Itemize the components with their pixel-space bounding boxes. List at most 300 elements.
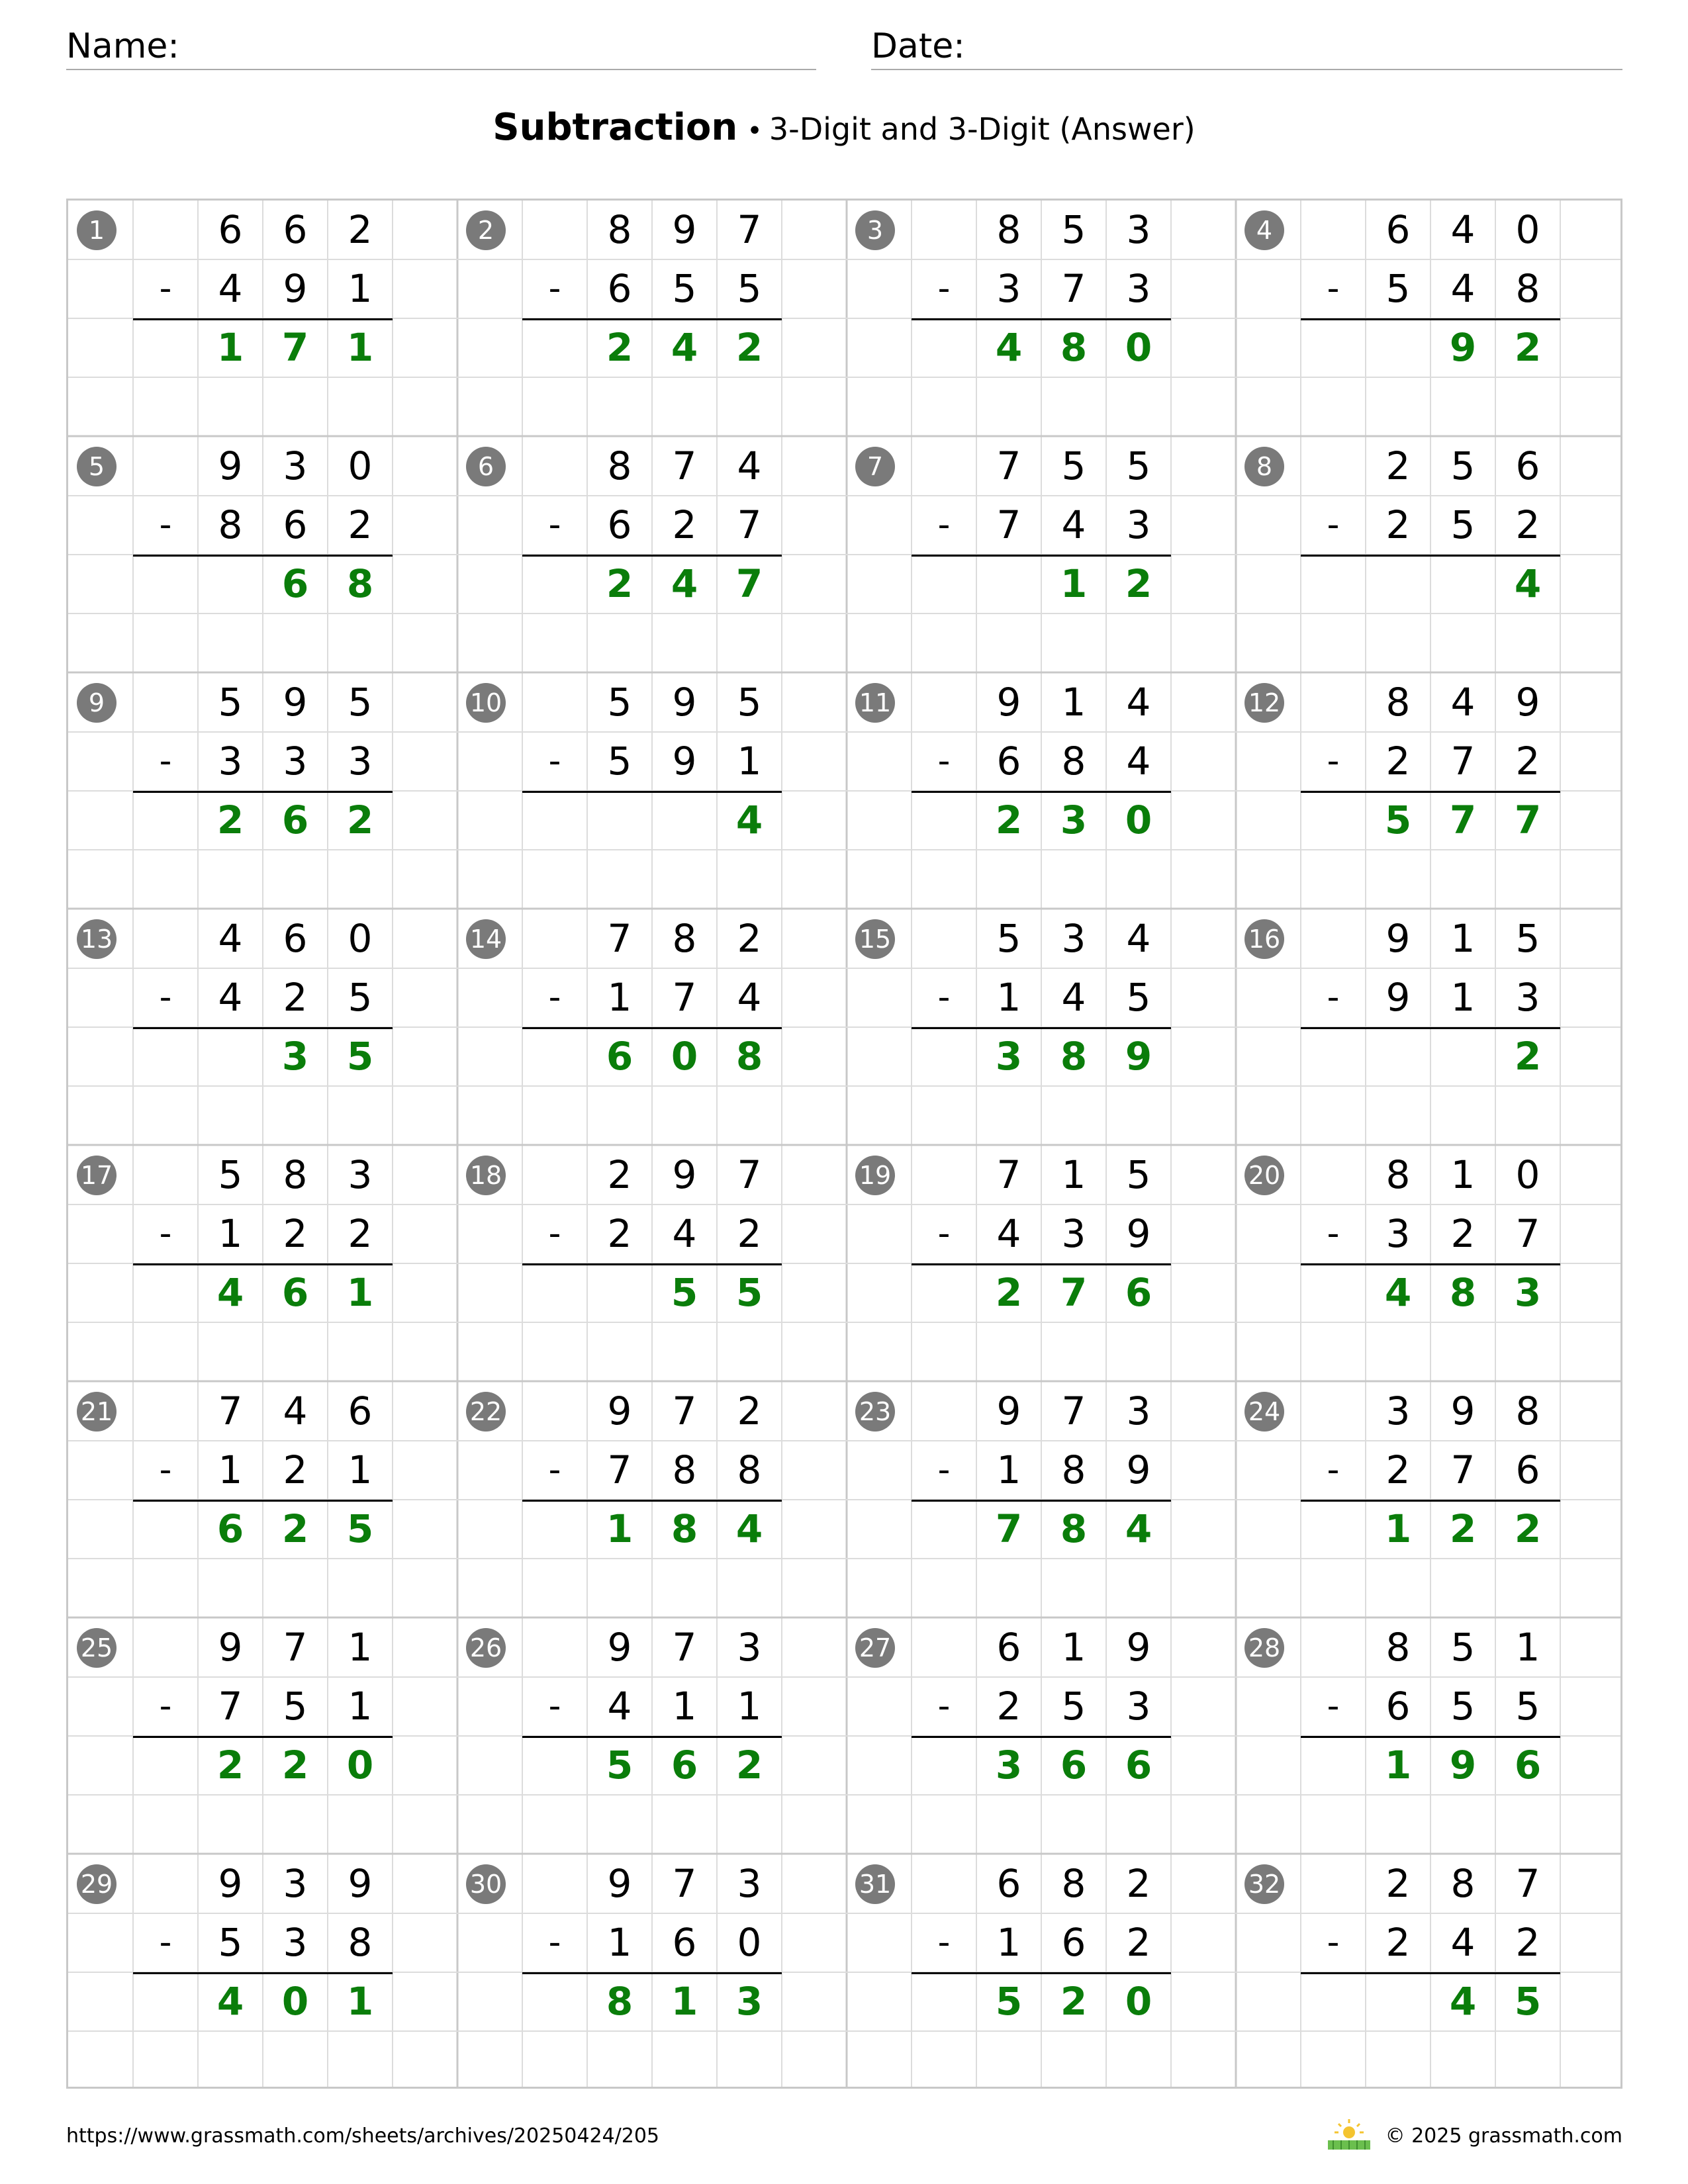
minuend-digit: 5 [1515, 916, 1540, 961]
subtrahend-digit: 2 [1385, 1447, 1411, 1492]
problem-number-badge: 11 [855, 683, 895, 723]
minus-sign: - [548, 1686, 561, 1726]
answer-digit: 5 [606, 1743, 633, 1788]
answer-digit: 8 [606, 1979, 633, 2024]
answer-digit: 8 [346, 561, 374, 606]
minus-sign: - [159, 1450, 172, 1490]
problem-number-badge: 25 [77, 1628, 117, 1668]
answer-digit: 3 [281, 1034, 309, 1079]
answer-digit: 4 [216, 1979, 244, 2024]
answer-digit: 2 [1514, 1506, 1542, 1551]
answer-digit: 3 [1060, 797, 1088, 842]
problem-number-badge: 14 [466, 919, 506, 959]
answer-digit: 9 [1449, 1743, 1477, 1788]
minuend-digit: 2 [737, 916, 762, 961]
subtrahend-digit: 8 [1061, 739, 1086, 784]
problem-number-badge: 2 [466, 210, 506, 250]
subtrahend-digit: 3 [283, 1920, 308, 1965]
problem-6 [457, 437, 847, 673]
subtrahend-digit: 2 [348, 502, 373, 547]
minuend-digit: 8 [1385, 680, 1411, 725]
subtrahend-digit: 2 [1126, 1920, 1151, 1965]
minuend-digit: 9 [1385, 916, 1411, 961]
minuend-digit: 9 [218, 1861, 243, 1906]
minuend-digit: 3 [348, 1152, 373, 1197]
answer-digit: 2 [995, 1270, 1023, 1315]
answer-digit [198, 1027, 263, 1086]
answer-digit: 6 [1125, 1270, 1152, 1315]
minuend-digit: 8 [996, 207, 1021, 252]
answer-digit: 7 [1060, 1270, 1088, 1315]
minuend-digit: 6 [996, 1861, 1021, 1906]
title-separator: • [747, 116, 763, 146]
answer-digit: 2 [346, 797, 374, 842]
answer-digit: 6 [1514, 1743, 1542, 1788]
minus-sign: - [548, 1450, 561, 1490]
minuend-digit: 9 [348, 1861, 373, 1906]
subtrahend-digit: 5 [218, 1920, 243, 1965]
minuend-digit: 0 [348, 916, 373, 961]
answer-digit: 4 [1514, 561, 1542, 606]
minuend-digit: 5 [607, 680, 632, 725]
answer-digit: 8 [1060, 1034, 1088, 1079]
problem-12 [1236, 673, 1625, 909]
minus-sign: - [548, 978, 561, 1017]
problem-30 [457, 1854, 847, 2091]
minuend-digit: 6 [218, 207, 243, 252]
minus-sign: - [937, 1450, 951, 1490]
problem-number-badge: 5 [77, 447, 117, 486]
problem-2 [457, 201, 847, 437]
problem-1 [68, 201, 457, 437]
problem-32 [1236, 1854, 1625, 2091]
problem-22 [457, 1382, 847, 1618]
minuend-digit: 5 [1126, 443, 1151, 488]
problem-7 [847, 437, 1236, 673]
subtrahend-digit: 1 [996, 1920, 1021, 1965]
minuend-digit: 6 [283, 207, 308, 252]
minuend-digit: 6 [1385, 207, 1411, 252]
problem-16 [1236, 909, 1625, 1146]
problem-13 [68, 909, 457, 1146]
answer-digit: 2 [1060, 1979, 1088, 2024]
minus-sign: - [937, 1923, 951, 1962]
answer-digit: 2 [1514, 325, 1542, 370]
footer-url[interactable]: https://www.grassmath.com/sheets/archives/20250424/205 [66, 2124, 660, 2148]
problem-28 [1236, 1618, 1625, 1854]
minus-sign: - [937, 269, 951, 308]
minuend-digit: 2 [1126, 1861, 1151, 1906]
subtrahend-digit: 2 [1515, 1920, 1540, 1965]
subtrahend-digit: 4 [672, 1211, 697, 1256]
minuend-digit: 8 [672, 916, 697, 961]
answer-digit: 4 [1125, 1506, 1152, 1551]
minuend-digit: 7 [672, 443, 697, 488]
problem-number-badge: 12 [1244, 683, 1284, 723]
minuend-digit: 6 [996, 1625, 1021, 1670]
minuend-digit: 7 [672, 1861, 697, 1906]
problem-number-badge: 32 [1244, 1864, 1284, 1904]
problem-number-badge: 4 [1244, 210, 1284, 250]
minus-sign: - [548, 269, 561, 308]
answer-digit [1366, 1027, 1430, 1086]
answer-digit: 4 [1449, 1979, 1477, 2024]
name-field[interactable] [66, 19, 816, 70]
problem-number-badge: 27 [855, 1628, 895, 1668]
subtrahend-digit: 6 [672, 1920, 697, 1965]
subtrahend-digit: 7 [737, 502, 762, 547]
subtrahend-digit: 4 [218, 975, 243, 1020]
subtrahend-digit: 8 [1515, 266, 1540, 311]
answer-digit: 8 [671, 1506, 698, 1551]
answer-digit: 6 [216, 1506, 244, 1551]
minuend-digit: 4 [218, 916, 243, 961]
minus-sign: - [548, 741, 561, 781]
problem-21 [68, 1382, 457, 1618]
problem-grid [66, 199, 1622, 2089]
subtrahend-digit: 8 [737, 1447, 762, 1492]
answer-digit: 3 [735, 1979, 763, 2024]
minuend-digit: 1 [1450, 1152, 1476, 1197]
answer-digit: 2 [606, 325, 633, 370]
answer-digit: 6 [606, 1034, 633, 1079]
subtrahend-digit: 2 [607, 1211, 632, 1256]
subtrahend-digit: 6 [1061, 1920, 1086, 1965]
answer-digit: 9 [1449, 325, 1477, 370]
minus-sign: - [1327, 1450, 1340, 1490]
answer-digit: 0 [281, 1979, 309, 2024]
minus-sign: - [937, 978, 951, 1017]
subtrahend-digit: 8 [1061, 1447, 1086, 1492]
problem-9 [68, 673, 457, 909]
minuend-digit: 5 [1450, 1625, 1476, 1670]
subtrahend-digit: 1 [348, 266, 373, 311]
problem-number-badge: 20 [1244, 1156, 1284, 1195]
minuend-digit: 1 [1061, 680, 1086, 725]
answer-digit: 2 [216, 797, 244, 842]
answer-digit: 2 [216, 1743, 244, 1788]
answer-digit: 8 [1449, 1270, 1477, 1315]
minuend-digit: 3 [1126, 207, 1151, 252]
answer-digit: 2 [1449, 1506, 1477, 1551]
minuend-digit: 7 [1061, 1388, 1086, 1433]
minuend-digit: 8 [1385, 1625, 1411, 1670]
subtrahend-digit: 5 [1450, 1684, 1476, 1729]
subtrahend-digit: 4 [607, 1684, 632, 1729]
minuend-digit: 9 [996, 680, 1021, 725]
minuend-digit: 4 [1126, 916, 1151, 961]
problem-number-badge: 9 [77, 683, 117, 723]
date-label: Date: [871, 26, 965, 66]
subtrahend-digit: 6 [607, 502, 632, 547]
minuend-digit: 4 [283, 1388, 308, 1433]
subtrahend-digit: 7 [1450, 1447, 1476, 1492]
problem-number-badge: 24 [1244, 1392, 1284, 1432]
worksheet-title [0, 106, 1688, 149]
minuend-digit: 1 [348, 1625, 373, 1670]
subtrahend-digit: 9 [283, 266, 308, 311]
problem-number-badge: 18 [466, 1156, 506, 1195]
answer-digit: 4 [671, 325, 698, 370]
answer-digit [587, 1263, 652, 1322]
problem-20 [1236, 1146, 1625, 1382]
subtrahend-digit: 7 [996, 502, 1021, 547]
answer-digit: 6 [671, 1743, 698, 1788]
minuend-digit: 7 [996, 443, 1021, 488]
minuend-digit: 9 [218, 443, 243, 488]
subtrahend-digit: 2 [737, 1211, 762, 1256]
answer-digit: 6 [1125, 1743, 1152, 1788]
minus-sign: - [937, 505, 951, 545]
answer-digit: 2 [1125, 561, 1152, 606]
subtrahend-digit: 1 [672, 1684, 697, 1729]
answer-digit: 1 [216, 325, 244, 370]
answer-digit: 1 [1060, 561, 1088, 606]
problem-8 [1236, 437, 1625, 673]
subtrahend-digit: 2 [672, 502, 697, 547]
answer-digit [1430, 1027, 1495, 1086]
subtrahend-digit: 1 [348, 1684, 373, 1729]
answer-digit [1366, 318, 1430, 377]
subtrahend-digit: 8 [672, 1447, 697, 1492]
minuend-digit: 5 [1061, 443, 1086, 488]
subtrahend-digit: 6 [283, 502, 308, 547]
problem-18 [457, 1146, 847, 1382]
minuend-digit: 3 [1385, 1388, 1411, 1433]
minuend-digit: 1 [1450, 916, 1476, 961]
answer-digit: 4 [671, 561, 698, 606]
minuend-digit: 4 [1126, 680, 1151, 725]
minus-sign: - [1327, 505, 1340, 545]
answer-digit: 1 [606, 1506, 633, 1551]
minuend-digit: 6 [283, 916, 308, 961]
subtrahend-digit: 7 [1061, 266, 1086, 311]
minus-sign: - [159, 1686, 172, 1726]
answer-digit: 1 [1384, 1506, 1412, 1551]
answer-digit: 7 [735, 561, 763, 606]
minuend-digit: 9 [607, 1861, 632, 1906]
subtrahend-digit: 5 [348, 975, 373, 1020]
minuend-digit: 9 [607, 1625, 632, 1670]
subtrahend-digit: 2 [283, 975, 308, 1020]
problem-number-badge: 17 [77, 1156, 117, 1195]
minuend-digit: 3 [1126, 1388, 1151, 1433]
answer-digit: 6 [281, 561, 309, 606]
answer-digit: 2 [995, 797, 1023, 842]
answer-digit: 2 [1514, 1034, 1542, 1079]
minuend-digit: 8 [283, 1152, 308, 1197]
problem-3 [847, 201, 1236, 437]
subtrahend-digit: 9 [1126, 1211, 1151, 1256]
answer-digit: 0 [671, 1034, 698, 1079]
minuend-digit: 7 [1515, 1861, 1540, 1906]
minuend-digit: 7 [672, 1388, 697, 1433]
subtrahend-digit: 3 [1126, 266, 1151, 311]
subtrahend-digit: 3 [283, 739, 308, 784]
problem-number-badge: 15 [855, 919, 895, 959]
subtrahend-digit: 2 [996, 1684, 1021, 1729]
answer-digit [587, 791, 652, 850]
answer-digit: 5 [995, 1979, 1023, 2024]
minuend-digit: 9 [1515, 680, 1540, 725]
subtrahend-digit: 5 [737, 266, 762, 311]
subtrahend-digit: 9 [1126, 1447, 1151, 1492]
subtrahend-digit: 2 [1385, 739, 1411, 784]
minuend-digit: 1 [1515, 1625, 1540, 1670]
subtrahend-digit: 2 [1385, 1920, 1411, 1965]
minuend-digit: 7 [737, 1152, 762, 1197]
minuend-digit: 9 [1450, 1388, 1476, 1433]
minuend-digit: 7 [283, 1625, 308, 1670]
answer-digit: 1 [346, 1979, 374, 2024]
subtrahend-digit: 4 [1061, 975, 1086, 1020]
subtrahend-digit: 1 [218, 1211, 243, 1256]
subtrahend-digit: 4 [996, 1211, 1021, 1256]
title-subtitle: 3-Digit and 3-Digit (Answer) [769, 111, 1196, 147]
minuend-digit: 3 [283, 1861, 308, 1906]
problem-5 [68, 437, 457, 673]
problem-24 [1236, 1382, 1625, 1618]
answer-digit: 8 [1060, 325, 1088, 370]
minuend-digit: 7 [607, 916, 632, 961]
minuend-digit: 4 [1450, 680, 1476, 725]
subtrahend-digit: 7 [1515, 1211, 1540, 1256]
subtrahend-digit: 8 [218, 502, 243, 547]
subtrahend-digit: 1 [996, 975, 1021, 1020]
answer-digit: 0 [1125, 1979, 1152, 2024]
minuend-digit: 3 [737, 1861, 762, 1906]
problem-27 [847, 1618, 1236, 1854]
subtrahend-digit: 2 [283, 1447, 308, 1492]
subtrahend-digit: 7 [218, 1684, 243, 1729]
subtrahend-digit: 3 [1126, 1684, 1151, 1729]
problem-number-badge: 22 [466, 1392, 506, 1432]
answer-digit: 7 [281, 325, 309, 370]
subtrahend-digit: 6 [607, 266, 632, 311]
problem-number-badge: 6 [466, 447, 506, 486]
minus-sign: - [937, 1214, 951, 1253]
answer-digit: 5 [1384, 797, 1412, 842]
minuend-digit: 3 [283, 443, 308, 488]
minuend-digit: 5 [1450, 443, 1476, 488]
problem-19 [847, 1146, 1236, 1382]
minuend-digit: 9 [672, 680, 697, 725]
problem-26 [457, 1618, 847, 1854]
problem-10 [457, 673, 847, 909]
problem-number-badge: 10 [466, 683, 506, 723]
subtrahend-digit: 1 [607, 975, 632, 1020]
minus-sign: - [548, 1214, 561, 1253]
subtrahend-digit: 6 [1385, 1684, 1411, 1729]
minuend-digit: 7 [737, 207, 762, 252]
minuend-digit: 5 [996, 916, 1021, 961]
subtrahend-digit: 5 [1385, 266, 1411, 311]
minuend-digit: 9 [607, 1388, 632, 1433]
minuend-digit: 6 [1515, 443, 1540, 488]
subtrahend-digit: 4 [1126, 739, 1151, 784]
problem-number-badge: 31 [855, 1864, 895, 1904]
minus-sign: - [1327, 1214, 1340, 1253]
problem-11 [847, 673, 1236, 909]
subtrahend-digit: 9 [672, 739, 697, 784]
answer-digit: 4 [1384, 1270, 1412, 1315]
problem-number-badge: 13 [77, 919, 117, 959]
answer-digit: 5 [671, 1270, 698, 1315]
subtrahend-digit: 2 [1515, 739, 1540, 784]
answer-digit: 1 [671, 1979, 698, 2024]
subtrahend-digit: 6 [996, 739, 1021, 784]
subtrahend-digit: 3 [1515, 975, 1540, 1020]
minuend-digit: 5 [348, 680, 373, 725]
minus-sign: - [937, 741, 951, 781]
subtrahend-digit: 2 [348, 1211, 373, 1256]
minus-sign: - [159, 741, 172, 781]
subtrahend-digit: 7 [607, 1447, 632, 1492]
date-field[interactable] [871, 19, 1622, 70]
minuend-digit: 8 [1061, 1861, 1086, 1906]
answer-digit: 9 [1125, 1034, 1152, 1079]
answer-digit: 4 [995, 325, 1023, 370]
subtrahend-digit: 3 [218, 739, 243, 784]
minuend-digit: 4 [737, 443, 762, 488]
subtrahend-digit: 5 [283, 1684, 308, 1729]
problem-number-badge: 28 [1244, 1628, 1284, 1668]
subtrahend-digit: 5 [607, 739, 632, 784]
problem-number-badge: 7 [855, 447, 895, 486]
answer-digit: 4 [216, 1270, 244, 1315]
minuend-digit: 8 [1450, 1861, 1476, 1906]
subtrahend-digit: 7 [672, 975, 697, 1020]
answer-digit: 1 [1384, 1743, 1412, 1788]
minuend-digit: 1 [1061, 1625, 1086, 1670]
minuend-digit: 3 [737, 1625, 762, 1670]
minus-sign: - [548, 1923, 561, 1962]
minuend-digit: 7 [672, 1625, 697, 1670]
subtrahend-digit: 3 [348, 739, 373, 784]
problem-number-badge: 3 [855, 210, 895, 250]
minuend-digit: 0 [348, 443, 373, 488]
subtrahend-digit: 3 [1061, 1211, 1086, 1256]
subtrahend-digit: 1 [996, 1447, 1021, 1492]
minuend-digit: 9 [283, 680, 308, 725]
problem-23 [847, 1382, 1236, 1618]
subtrahend-digit: 4 [218, 266, 243, 311]
subtrahend-digit: 2 [283, 1211, 308, 1256]
minuend-digit: 2 [1385, 1861, 1411, 1906]
subtrahend-digit: 1 [1450, 975, 1476, 1020]
minuend-digit: 2 [348, 207, 373, 252]
minuend-digit: 8 [1385, 1152, 1411, 1197]
minuend-digit: 2 [607, 1152, 632, 1197]
minuend-digit: 0 [1515, 1152, 1540, 1197]
footer-copyright: © 2025 grassmath.com [1385, 2124, 1622, 2148]
minus-sign: - [548, 505, 561, 545]
answer-digit: 6 [281, 797, 309, 842]
minuend-digit: 1 [1061, 1152, 1086, 1197]
answer-digit [198, 555, 263, 614]
minuend-digit: 5 [218, 680, 243, 725]
answer-digit: 6 [281, 1270, 309, 1315]
subtrahend-digit: 1 [737, 739, 762, 784]
subtrahend-digit: 1 [607, 1920, 632, 1965]
minus-sign: - [159, 1923, 172, 1962]
minuend-digit: 8 [607, 443, 632, 488]
subtrahend-digit: 2 [1450, 1211, 1476, 1256]
answer-digit: 4 [735, 797, 763, 842]
subtrahend-digit: 4 [737, 975, 762, 1020]
minuend-digit: 8 [607, 207, 632, 252]
problem-number-badge: 8 [1244, 447, 1284, 486]
